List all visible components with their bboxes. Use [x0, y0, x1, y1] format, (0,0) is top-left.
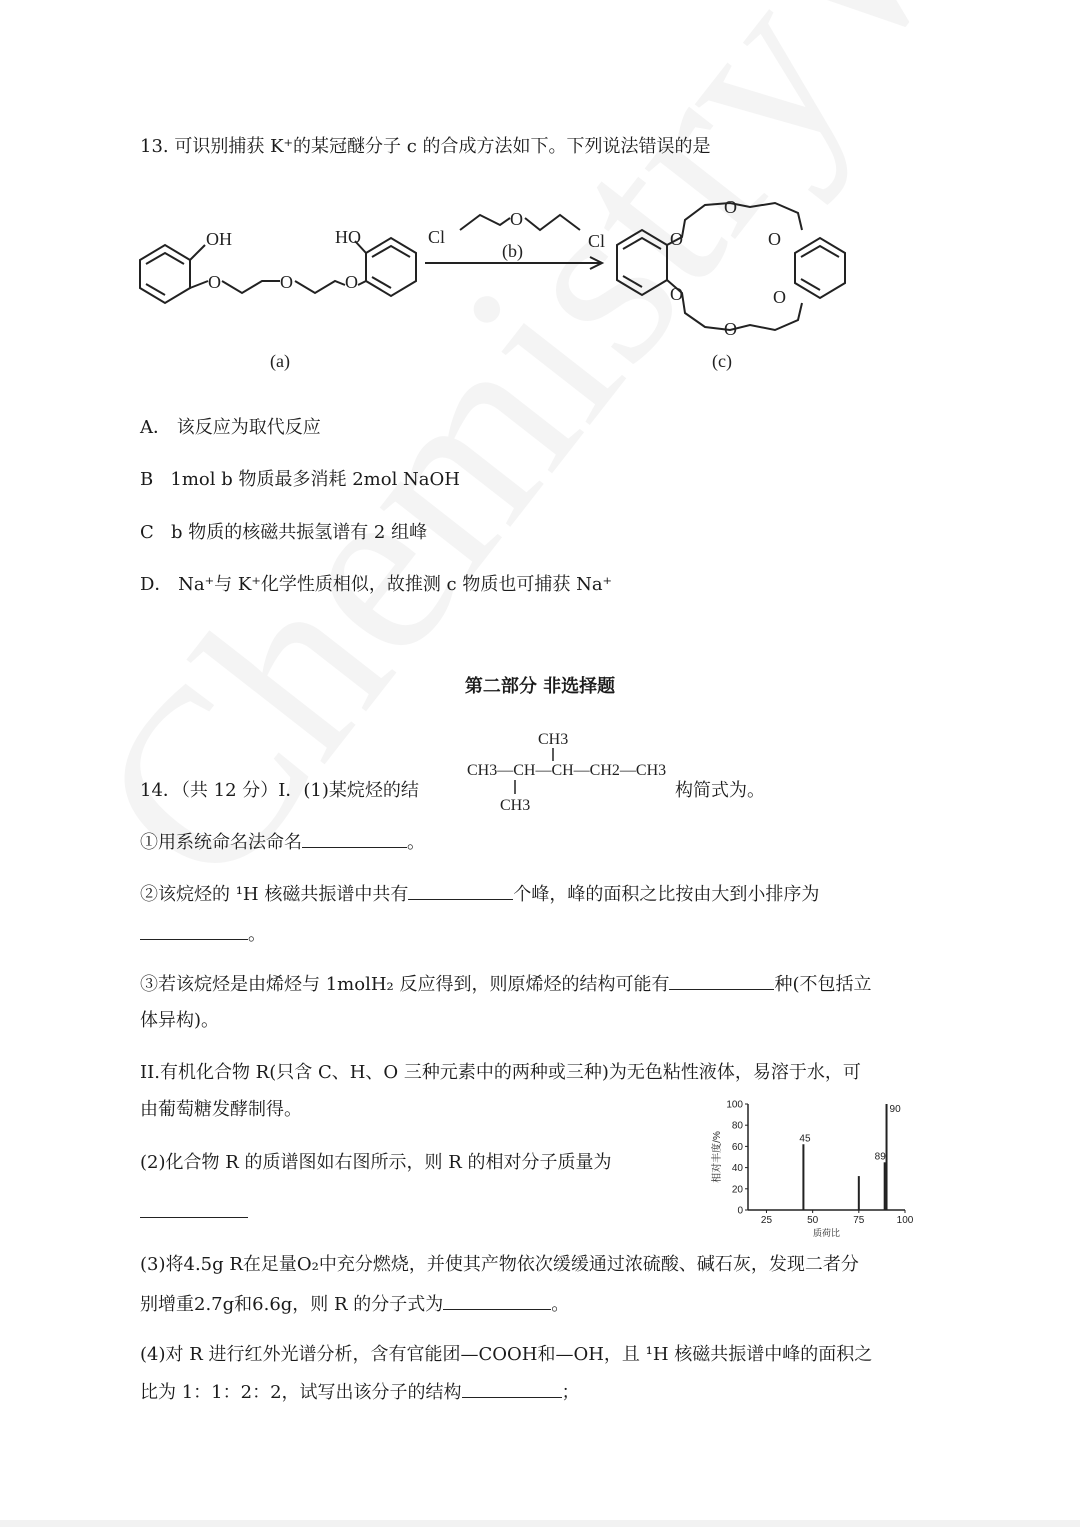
svg-text:O: O — [724, 197, 737, 217]
answer-blank-2[interactable] — [408, 885, 513, 900]
atom-ho: HO — [335, 227, 361, 247]
label-c: (c) — [712, 351, 732, 371]
option-a-text: 该反应为取代反应 — [176, 417, 321, 438]
formula-bottom: CH3 — [500, 797, 531, 814]
reagent-o: O — [510, 209, 523, 229]
q14-s1-text: ①用系统命名法命名 — [140, 832, 302, 853]
answer-blank-3[interactable] — [140, 925, 248, 940]
label-b: (b) — [502, 241, 523, 261]
reagent-cl-right: Cl — [588, 231, 606, 251]
q14-sub3-line2: 别增重2.7g和6.6g，则 R 的分子式为 。 — [140, 1294, 570, 1315]
part2-title: 第二部分 非选择题 — [464, 676, 616, 697]
reagent-cl-left: Cl — [428, 227, 446, 247]
answer-blank-6[interactable] — [443, 1295, 551, 1310]
svg-text:O: O — [670, 229, 683, 249]
q14-sub3-line1: (3)将4.5g R在足量O₂中充分燃烧，并使其产物依次缓缓通过浓硫酸、碱石灰，发现二者分 — [140, 1254, 859, 1275]
option-d-text: Na⁺与 K⁺化学性质相似，故推测 c 物质也可捕获 Na⁺ — [178, 574, 613, 595]
y-tick-label: 100 — [726, 1099, 743, 1111]
q14-s1: ①用系统命名法命名 。 — [140, 832, 425, 853]
x-tick-label: 25 — [760, 1215, 773, 1226]
label-a: (a) — [270, 351, 290, 371]
x-tick-label: 100 — [896, 1215, 914, 1226]
q14-sub4-line1: (4)对 R 进行红外光谱分析，含有官能团—COOH和—OH，且 ¹H 核磁共振谱中峰的面积之 — [140, 1344, 873, 1365]
q14-partII-line1: II.有机化合物 R(只含 C、H、O 三种元素中的两种或三种)为无色粘性液体，易溶于水，可 — [140, 1062, 861, 1083]
q14-s3: ③若该烷烃是由烯烃与 1molH₂ 反应得到，则原烯烃的结构可能有 种(不包括立 — [140, 974, 872, 995]
answer-blank-7[interactable] — [462, 1383, 562, 1398]
atom-o2: O — [280, 272, 293, 292]
q14-s2-line2: 。 — [140, 920, 266, 946]
q14-sub4-line2: 比为 1：1：2：2，试写出该分子的结构 ； — [140, 1382, 580, 1403]
formula-top: CH3 — [538, 731, 569, 748]
q13-stem: 13. 可识别捕获 K⁺的某冠醚分子 c 的合成方法如下。下列说法错误的是 — [140, 136, 711, 157]
q14-intro-end: 构简式为。 — [675, 780, 765, 801]
answer-blank-4[interactable] — [669, 975, 774, 990]
y-axis-label: 相对丰度/% — [712, 1131, 723, 1183]
svg-text:O: O — [768, 229, 781, 249]
atom-oh: OH — [206, 229, 232, 249]
x-tick-label: 75 — [853, 1215, 865, 1226]
option-d-letter: D． — [140, 574, 173, 595]
y-tick-label: 20 — [731, 1184, 743, 1196]
x-tick-label: 50 — [807, 1215, 819, 1226]
svg-text:O: O — [773, 287, 786, 307]
benzene-ring-c-left — [617, 230, 667, 295]
atom-o3: O — [345, 272, 358, 292]
option-b-text: 1mol b 物质最多消耗 2mol NaOH — [170, 469, 460, 490]
q14-s2: ②该烷烃的 ¹H 核磁共振谱中共有 个峰，峰的面积之比按由大到小排序为 — [140, 884, 820, 905]
q14-s3-line2: 体异构)。 — [140, 1010, 220, 1031]
option-c-text: b 物质的核磁共振氢谱有 2 组峰 — [170, 522, 428, 543]
formula-main: CH3—CH—CH—CH2—CH3 — [467, 762, 667, 779]
option-a[interactable] — [140, 413, 321, 439]
bottom-edge — [0, 1520, 1080, 1527]
q14-sub2-blank-line — [140, 1202, 248, 1223]
q14-s2-text: ②该烷烃的 ¹H 核磁共振谱中共有 — [140, 884, 409, 905]
q14-partII-line2: 由葡萄糖发酵制得。 — [140, 1099, 302, 1120]
y-tick-label: 40 — [731, 1163, 743, 1175]
q13-reaction-scheme — [130, 185, 870, 385]
option-b-letter: B — [140, 469, 154, 490]
alkane-structure — [455, 728, 675, 818]
q14-s3-text: ③若该烷烃是由烯烃与 1molH₂ 反应得到，则原烯烃的结构可能有 — [140, 974, 670, 995]
peak-label: 90 — [889, 1104, 901, 1115]
answer-blank-5[interactable] — [140, 1203, 248, 1218]
y-tick-label: 0 — [737, 1205, 743, 1217]
option-d[interactable] — [140, 570, 612, 596]
atom-o1: O — [208, 272, 221, 292]
option-a-letter: A． — [140, 417, 171, 438]
y-tick-label: 60 — [731, 1141, 743, 1153]
q14-intro: 14．（共 12 分）I．(1)某烷烃的结 — [140, 780, 419, 801]
answer-blank-1[interactable] — [302, 833, 407, 848]
x-axis-label: 质荷比 — [812, 1228, 841, 1237]
q14-sub2: (2)化合物 R 的质谱图如右图所示，则 R 的相对分子质量为 — [140, 1152, 612, 1173]
svg-text:O: O — [724, 319, 737, 339]
mass-spectrum-chart — [700, 1092, 920, 1237]
y-tick-label: 80 — [731, 1120, 743, 1132]
svg-text:O: O — [670, 284, 683, 304]
option-c[interactable] — [140, 518, 427, 544]
peak-label: 45 — [799, 1133, 811, 1145]
option-b[interactable] — [140, 465, 460, 491]
option-c-letter: C — [140, 522, 154, 543]
peak-label: 89 — [874, 1151, 886, 1163]
